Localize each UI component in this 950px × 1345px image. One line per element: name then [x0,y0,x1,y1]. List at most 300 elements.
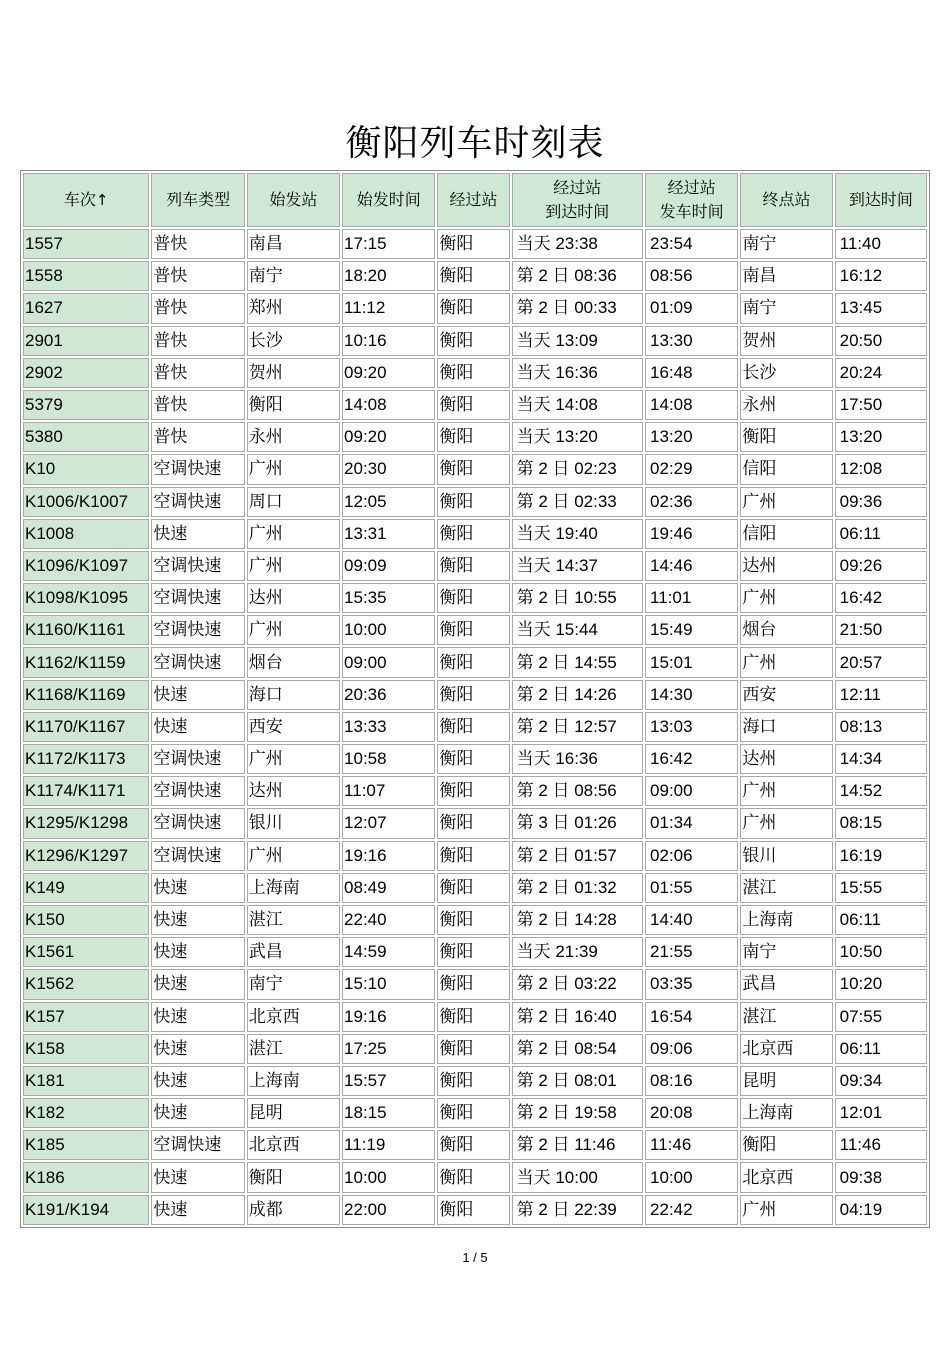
via-station-cell: 衡阳 [437,422,509,452]
terminal-cell: 烟台 [740,615,832,645]
arrive-time-cell: 13:45 [835,293,927,323]
depart-time-cell: 10:58 [342,744,435,774]
header-via-depart-line2: 发车时间 [659,202,724,221]
via-arrive-cell: 第 2 日 00:33 [512,293,643,323]
via-arrive-cell: 第 2 日 08:56 [512,776,643,806]
terminal-cell: 广州 [740,647,832,677]
train-no-cell: K1170/K1167 [23,712,149,742]
train-no-cell: 1558 [23,261,149,291]
arrive-time-cell: 16:42 [835,583,927,613]
depart-time-cell: 14:08 [342,390,435,420]
train-type-cell: 空调快速 [151,1130,244,1160]
header-train-type[interactable]: 列车类型 [151,173,244,227]
via-station-cell: 衡阳 [437,1002,509,1032]
via-station-cell: 衡阳 [437,454,509,484]
depart-time-cell: 09:20 [342,422,435,452]
train-no-cell: K1562 [23,969,149,999]
terminal-cell: 银川 [740,841,832,871]
terminal-cell: 上海南 [740,905,832,935]
terminal-cell: 湛江 [740,873,832,903]
arrive-time-cell: 14:34 [835,744,927,774]
timetable [20,170,930,1228]
origin-cell: 昆明 [247,1098,340,1128]
via-station-cell: 衡阳 [437,390,509,420]
via-station-cell: 衡阳 [437,937,509,967]
arrive-time-cell: 09:34 [835,1066,927,1096]
header-origin[interactable]: 始发站 [247,173,340,227]
origin-cell: 衡阳 [247,390,340,420]
arrive-time-cell: 13:20 [835,422,927,452]
arrive-time-cell: 06:11 [835,905,927,935]
via-station-cell: 衡阳 [437,229,509,259]
train-no-cell: K157 [23,1002,149,1032]
via-arrive-cell: 第 2 日 01:57 [512,841,643,871]
train-no-cell: 2902 [23,358,149,388]
via-depart-cell: 21:55 [645,937,738,967]
via-arrive-cell: 当天 10:00 [512,1162,643,1192]
arrive-time-cell: 09:36 [835,487,927,517]
train-type-cell: 快速 [151,519,244,549]
via-depart-cell: 03:35 [645,969,738,999]
origin-cell: 达州 [247,583,340,613]
arrive-time-cell: 11:40 [835,229,927,259]
origin-cell: 广州 [247,841,340,871]
train-no-cell: K158 [23,1034,149,1064]
arrive-time-cell: 15:55 [835,873,927,903]
via-arrive-cell: 第 2 日 19:58 [512,1098,643,1128]
header-depart-time[interactable]: 始发时间 [342,173,435,227]
header-terminal[interactable]: 终点站 [740,173,832,227]
via-station-cell: 衡阳 [437,1195,509,1225]
train-no-cell: K1008 [23,519,149,549]
depart-time-cell: 09:20 [342,358,435,388]
via-arrive-cell: 第 2 日 14:55 [512,647,643,677]
train-type-cell: 空调快速 [151,808,244,838]
via-depart-cell: 01:55 [645,873,738,903]
origin-cell: 长沙 [247,326,340,356]
train-type-cell: 快速 [151,1034,244,1064]
depart-time-cell: 19:16 [342,1002,435,1032]
via-depart-cell: 02:29 [645,454,738,484]
train-no-cell: K149 [23,873,149,903]
via-arrive-cell: 第 2 日 08:36 [512,261,643,291]
via-station-cell: 衡阳 [437,1066,509,1096]
via-arrive-cell: 当天 16:36 [512,744,643,774]
origin-cell: 南宁 [247,261,340,291]
terminal-cell: 广州 [740,1195,832,1225]
table-row [23,519,927,549]
depart-time-cell: 17:15 [342,229,435,259]
origin-cell: 武昌 [247,937,340,967]
via-station-cell: 衡阳 [437,293,509,323]
via-arrive-cell: 当天 19:40 [512,519,643,549]
via-station-cell: 衡阳 [437,519,509,549]
arrive-time-cell: 20:24 [835,358,927,388]
depart-time-cell: 15:57 [342,1066,435,1096]
train-type-cell: 空调快速 [151,744,244,774]
depart-time-cell: 10:16 [342,326,435,356]
origin-cell: 衡阳 [247,1162,340,1192]
via-arrive-cell: 第 2 日 14:28 [512,905,643,935]
arrive-time-cell: 21:50 [835,615,927,645]
table-row [23,1195,927,1225]
train-no-cell: 1557 [23,229,149,259]
terminal-cell: 南宁 [740,293,832,323]
arrive-time-cell: 11:46 [835,1130,927,1160]
via-depart-cell: 14:30 [645,680,738,710]
via-arrive-cell: 第 2 日 08:54 [512,1034,643,1064]
depart-time-cell: 15:35 [342,583,435,613]
via-station-cell: 衡阳 [437,261,509,291]
terminal-cell: 南宁 [740,229,832,259]
origin-cell: 湛江 [247,1034,340,1064]
terminal-cell: 永州 [740,390,832,420]
via-depart-cell: 16:48 [645,358,738,388]
table-row [23,1034,927,1064]
via-depart-cell: 14:46 [645,551,738,581]
train-no-cell: K1162/K1159 [23,647,149,677]
header-via-depart[interactable] [645,173,738,227]
origin-cell: 南昌 [247,229,340,259]
via-arrive-cell: 第 3 日 01:26 [512,808,643,838]
train-no-cell: K1295/K1298 [23,808,149,838]
terminal-cell: 北京西 [740,1162,832,1192]
arrive-time-cell: 12:11 [835,680,927,710]
via-depart-cell: 14:40 [645,905,738,935]
header-train-no[interactable] [23,173,149,227]
origin-cell: 北京西 [247,1002,340,1032]
via-depart-cell: 13:20 [645,422,738,452]
train-type-cell: 快速 [151,1195,244,1225]
via-arrive-cell: 第 2 日 01:32 [512,873,643,903]
via-depart-cell: 09:00 [645,776,738,806]
terminal-cell: 西安 [740,680,832,710]
table-row [23,969,927,999]
arrive-time-cell: 08:13 [835,712,927,742]
arrive-time-cell: 10:20 [835,969,927,999]
origin-cell: 永州 [247,422,340,452]
depart-time-cell: 11:07 [342,776,435,806]
via-depart-cell: 09:06 [645,1034,738,1064]
train-no-cell: K1160/K1161 [23,615,149,645]
table-row [23,841,927,871]
via-depart-cell: 14:08 [645,390,738,420]
terminal-cell: 长沙 [740,358,832,388]
arrive-time-cell: 16:12 [835,261,927,291]
table-row [23,229,927,259]
train-no-cell: K185 [23,1130,149,1160]
train-type-cell: 普快 [151,358,244,388]
train-no-cell: K1006/K1007 [23,487,149,517]
via-arrive-cell: 当天 13:20 [512,422,643,452]
via-depart-cell: 20:08 [645,1098,738,1128]
arrive-time-cell: 17:50 [835,390,927,420]
via-depart-cell: 08:56 [645,261,738,291]
via-depart-cell: 13:03 [645,712,738,742]
via-arrive-cell: 当天 21:39 [512,937,643,967]
arrive-time-cell: 16:19 [835,841,927,871]
train-type-cell: 空调快速 [151,615,244,645]
via-depart-cell: 15:49 [645,615,738,645]
terminal-cell: 海口 [740,712,832,742]
via-arrive-cell: 当天 23:38 [512,229,643,259]
train-type-cell: 空调快速 [151,647,244,677]
train-type-cell: 普快 [151,293,244,323]
depart-time-cell: 17:25 [342,1034,435,1064]
arrive-time-cell: 07:55 [835,1002,927,1032]
terminal-cell: 达州 [740,744,832,774]
sort-ascending-icon[interactable]: ↑ [95,191,109,209]
origin-cell: 上海南 [247,873,340,903]
train-type-cell: 快速 [151,905,244,935]
table-row [23,326,927,356]
train-type-cell: 快速 [151,937,244,967]
arrive-time-cell: 20:57 [835,647,927,677]
terminal-cell: 贺州 [740,326,832,356]
arrive-time-cell: 08:15 [835,808,927,838]
origin-cell: 周口 [247,487,340,517]
table-row [23,390,927,420]
table-row [23,937,927,967]
via-station-cell: 衡阳 [437,583,509,613]
table-row [23,358,927,388]
terminal-cell: 湛江 [740,1002,832,1032]
origin-cell: 成都 [247,1195,340,1225]
via-depart-cell: 02:36 [645,487,738,517]
via-depart-cell: 16:54 [645,1002,738,1032]
origin-cell: 北京西 [247,1130,340,1160]
via-depart-cell: 08:16 [645,1066,738,1096]
arrive-time-cell: 04:19 [835,1195,927,1225]
depart-time-cell: 11:12 [342,293,435,323]
train-type-cell: 快速 [151,1162,244,1192]
depart-time-cell: 18:15 [342,1098,435,1128]
origin-cell: 烟台 [247,647,340,677]
terminal-cell: 广州 [740,583,832,613]
via-arrive-cell: 第 2 日 02:23 [512,454,643,484]
train-no-cell: 2901 [23,326,149,356]
depart-time-cell: 10:00 [342,1162,435,1192]
table-row [23,551,927,581]
table-row [23,1066,927,1096]
origin-cell: 上海南 [247,1066,340,1096]
terminal-cell: 北京西 [740,1034,832,1064]
table-row [23,680,927,710]
via-depart-cell: 10:00 [645,1162,738,1192]
via-depart-cell: 19:46 [645,519,738,549]
depart-time-cell: 08:49 [342,873,435,903]
terminal-cell: 南宁 [740,937,832,967]
train-no-cell: K150 [23,905,149,935]
terminal-cell: 南昌 [740,261,832,291]
origin-cell: 南宁 [247,969,340,999]
arrive-time-cell: 10:50 [835,937,927,967]
train-type-cell: 快速 [151,680,244,710]
train-no-cell: K1098/K1095 [23,583,149,613]
via-station-cell: 衡阳 [437,712,509,742]
via-depart-cell: 22:42 [645,1195,738,1225]
depart-time-cell: 09:00 [342,647,435,677]
train-no-cell: K1561 [23,937,149,967]
terminal-cell: 武昌 [740,969,832,999]
via-station-cell: 衡阳 [437,808,509,838]
train-no-cell: K1096/K1097 [23,551,149,581]
table-row [23,1162,927,1192]
train-type-cell: 快速 [151,1002,244,1032]
table-row [23,647,927,677]
terminal-cell: 昆明 [740,1066,832,1096]
terminal-cell: 达州 [740,551,832,581]
table-row [23,905,927,935]
arrive-time-cell: 14:52 [835,776,927,806]
page-number: 1 / 5 [462,1250,488,1265]
depart-time-cell: 22:40 [342,905,435,935]
origin-cell: 广州 [247,551,340,581]
terminal-cell: 广州 [740,487,832,517]
depart-time-cell: 11:19 [342,1130,435,1160]
via-station-cell: 衡阳 [437,551,509,581]
table-row [23,873,927,903]
train-type-cell: 快速 [151,1098,244,1128]
via-depart-cell: 23:54 [645,229,738,259]
header-arrive-time[interactable]: 到达时间 [835,173,927,227]
table-row [23,261,927,291]
depart-time-cell: 10:00 [342,615,435,645]
via-arrive-cell: 当天 14:37 [512,551,643,581]
train-type-cell: 空调快速 [151,841,244,871]
train-type-cell: 空调快速 [151,776,244,806]
timetable-body [23,229,927,1225]
train-no-cell: K1174/K1171 [23,776,149,806]
via-depart-cell: 01:09 [645,293,738,323]
table-row [23,1098,927,1128]
via-depart-cell: 15:01 [645,647,738,677]
via-station-cell: 衡阳 [437,841,509,871]
via-station-cell: 衡阳 [437,615,509,645]
train-no-cell: 5379 [23,390,149,420]
table-row [23,293,927,323]
page-title: 衡阳列车时刻表 [345,123,605,164]
header-via-arrive[interactable] [512,173,643,227]
via-arrive-cell: 第 2 日 02:33 [512,487,643,517]
depart-time-cell: 20:30 [342,454,435,484]
header-train-no-label: 车次 [63,190,96,209]
train-type-cell: 普快 [151,326,244,356]
table-row [23,454,927,484]
via-station-cell: 衡阳 [437,776,509,806]
origin-cell: 海口 [247,680,340,710]
depart-time-cell: 14:59 [342,937,435,967]
terminal-cell: 广州 [740,808,832,838]
train-no-cell: K191/K194 [23,1195,149,1225]
table-row [23,808,927,838]
depart-time-cell: 22:00 [342,1195,435,1225]
depart-time-cell: 15:10 [342,969,435,999]
train-type-cell: 普快 [151,229,244,259]
table-row [23,615,927,645]
origin-cell: 郑州 [247,293,340,323]
arrive-time-cell: 12:08 [835,454,927,484]
via-arrive-cell: 第 2 日 16:40 [512,1002,643,1032]
via-station-cell: 衡阳 [437,1034,509,1064]
header-via-arrive-line1: 经过站 [553,178,602,197]
depart-time-cell: 12:05 [342,487,435,517]
table-row [23,712,927,742]
via-arrive-cell: 当天 16:36 [512,358,643,388]
train-type-cell: 空调快速 [151,487,244,517]
arrive-time-cell: 06:11 [835,1034,927,1064]
origin-cell: 湛江 [247,905,340,935]
terminal-cell: 广州 [740,776,832,806]
via-depart-cell: 13:30 [645,326,738,356]
via-arrive-cell: 当天 15:44 [512,615,643,645]
terminal-cell: 衡阳 [740,1130,832,1160]
via-station-cell: 衡阳 [437,905,509,935]
via-arrive-cell: 第 2 日 22:39 [512,1195,643,1225]
train-type-cell: 普快 [151,390,244,420]
train-type-cell: 快速 [151,712,244,742]
depart-time-cell: 13:31 [342,519,435,549]
header-via-depart-line1: 经过站 [667,178,716,197]
via-arrive-cell: 第 2 日 10:55 [512,583,643,613]
via-arrive-cell: 第 2 日 12:57 [512,712,643,742]
train-type-cell: 普快 [151,261,244,291]
train-type-cell: 普快 [151,422,244,452]
via-station-cell: 衡阳 [437,1162,509,1192]
via-station-cell: 衡阳 [437,358,509,388]
origin-cell: 广州 [247,454,340,484]
train-type-cell: 空调快速 [151,454,244,484]
via-station-cell: 衡阳 [437,1130,509,1160]
terminal-cell: 信阳 [740,519,832,549]
depart-time-cell: 20:36 [342,680,435,710]
depart-time-cell: 12:07 [342,808,435,838]
train-no-cell: K182 [23,1098,149,1128]
train-type-cell: 空调快速 [151,583,244,613]
via-arrive-cell: 当天 13:09 [512,326,643,356]
arrive-time-cell: 06:11 [835,519,927,549]
train-type-cell: 快速 [151,1066,244,1096]
via-depart-cell: 01:34 [645,808,738,838]
origin-cell: 广州 [247,519,340,549]
train-no-cell: 5380 [23,422,149,452]
origin-cell: 广州 [247,744,340,774]
via-depart-cell: 11:46 [645,1130,738,1160]
via-arrive-cell: 第 2 日 08:01 [512,1066,643,1096]
depart-time-cell: 09:09 [342,551,435,581]
table-row [23,744,927,774]
train-no-cell: 1627 [23,293,149,323]
depart-time-cell: 13:33 [342,712,435,742]
train-type-cell: 快速 [151,969,244,999]
train-type-cell: 快速 [151,873,244,903]
header-row [23,173,927,227]
arrive-time-cell: 09:26 [835,551,927,581]
via-arrive-cell: 第 2 日 14:26 [512,680,643,710]
header-via-station[interactable]: 经过站 [437,173,509,227]
arrive-time-cell: 20:50 [835,326,927,356]
via-station-cell: 衡阳 [437,969,509,999]
depart-time-cell: 19:16 [342,841,435,871]
via-station-cell: 衡阳 [437,680,509,710]
via-depart-cell: 11:01 [645,583,738,613]
depart-time-cell: 18:20 [342,261,435,291]
via-station-cell: 衡阳 [437,647,509,677]
via-depart-cell: 02:06 [645,841,738,871]
via-arrive-cell: 第 2 日 03:22 [512,969,643,999]
origin-cell: 广州 [247,615,340,645]
table-row [23,487,927,517]
